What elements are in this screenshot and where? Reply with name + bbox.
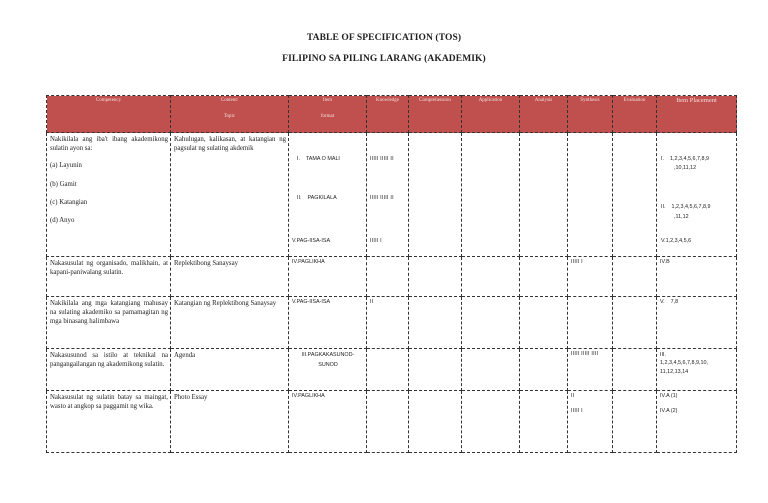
header-content: Content/ Topic (171, 96, 289, 133)
placement-cell: IV.A (1) IV.A (2) (657, 391, 737, 453)
header-analysis: Analysis (520, 96, 568, 133)
header-application: Application (462, 96, 520, 133)
header-comprehension: Comprehension (409, 96, 462, 133)
application-cell (462, 391, 520, 453)
header-knowledge: Knowledge (367, 96, 409, 133)
table-row (47, 297, 737, 349)
comprehension-cell (409, 391, 462, 453)
evaluation-cell (613, 133, 657, 257)
application-cell (462, 349, 520, 391)
comprehension-cell (409, 349, 462, 391)
item-format-cell: III.PAGKAKASUNOD- SUNOD (289, 349, 367, 391)
comprehension-cell (409, 257, 462, 297)
analysis-cell (520, 391, 568, 453)
document-subtitle: FILIPINO SA PILING LARANG (AKADEMIK) (282, 54, 486, 64)
content-cell: Agenda (171, 349, 289, 391)
competency-cell: Nakikilala ang iba't ibang akademikong sulatin ayon sa: (a) Layunin (b) Gamit (c) Katangian (d) Anyo (47, 133, 171, 257)
header-item-format: Item format (289, 96, 367, 133)
knowledge-cell (367, 257, 409, 297)
header-item-placement: Item Placement (657, 96, 737, 133)
table-row (47, 257, 737, 297)
placement-cell: V. 7,8 (657, 297, 737, 349)
comprehension-cell (409, 133, 462, 257)
knowledge-cell: IIIII IIIII II IIIII IIIII II IIIII I (367, 133, 409, 257)
synthesis-cell: II IIIII I (568, 391, 613, 453)
table-row (47, 391, 737, 453)
evaluation-cell (613, 257, 657, 297)
competency-cell: Nakikilala ang mga katangiang mahusay na sulating akademiko sa pamamagitan ng mga binasang halimbawa (47, 297, 171, 349)
table-row (47, 349, 737, 391)
synthesis-cell: IIIII IIIII IIII (568, 349, 613, 391)
header-evaluation: Evaluation (613, 96, 657, 133)
placement-cell: III. 1,2,3,4,5,6,7,8,9,10, 11,12,13,14 (657, 349, 737, 391)
competency-cell: Nakasusulat ng sulatin batay sa maingat, wasto at angkop sa paggamit ng wika. (47, 391, 171, 453)
item-format-cell: I. TAMA O MALI II. PAGKILALA V.PAG-IISA-ISA (289, 133, 367, 257)
analysis-cell (520, 349, 568, 391)
header-row (47, 96, 737, 133)
knowledge-cell (367, 349, 409, 391)
content-cell: Katangian ng Replektibong Sanaysay (171, 297, 289, 349)
content-cell: Kahulugan, kalikasan, at katangian ng pagsulat ng sulating akdemik (171, 133, 289, 257)
header-synthesis: Synthesis (568, 96, 613, 133)
application-cell (462, 297, 520, 349)
tos-table (46, 95, 737, 453)
content-cell: Photo Essay (171, 391, 289, 453)
placement-cell: I. 1,2,3,4,5,6,7,8,9 ,10,11,12 II. 1,2,3,4,5,6,7,8,9 ,11,12 V.1,2,3,4,5,6 (657, 133, 737, 257)
synthesis-cell (568, 133, 613, 257)
analysis-cell (520, 257, 568, 297)
document-title: TABLE OF SPECIFICATION (TOS) (306, 33, 462, 43)
evaluation-cell (613, 391, 657, 453)
synthesis-cell (568, 297, 613, 349)
placement-cell: IV.B (657, 257, 737, 297)
application-cell (462, 257, 520, 297)
item-format-cell: IV.PAGLIKHA (289, 257, 367, 297)
application-cell (462, 133, 520, 257)
table-row (47, 133, 737, 257)
header-competency: Competency (47, 96, 171, 133)
knowledge-cell (367, 391, 409, 453)
competency-cell: Nakasusunod sa istilo at teknikal na pangangailangan ng akademikong sulatin. (47, 349, 171, 391)
analysis-cell (520, 133, 568, 257)
evaluation-cell (613, 297, 657, 349)
competency-cell: Nakasusulat ng organisado, malikhain, at kapani-paniwalang sulatin. (47, 257, 171, 297)
synthesis-cell: IIIII I (568, 257, 613, 297)
evaluation-cell (613, 349, 657, 391)
content-cell: Replektibong Sanaysay (171, 257, 289, 297)
comprehension-cell (409, 297, 462, 349)
item-format-cell: IV.PAGLIKHA (289, 391, 367, 453)
item-format-cell: V.PAG-IISA-ISA (289, 297, 367, 349)
knowledge-cell: II (367, 297, 409, 349)
analysis-cell (520, 297, 568, 349)
